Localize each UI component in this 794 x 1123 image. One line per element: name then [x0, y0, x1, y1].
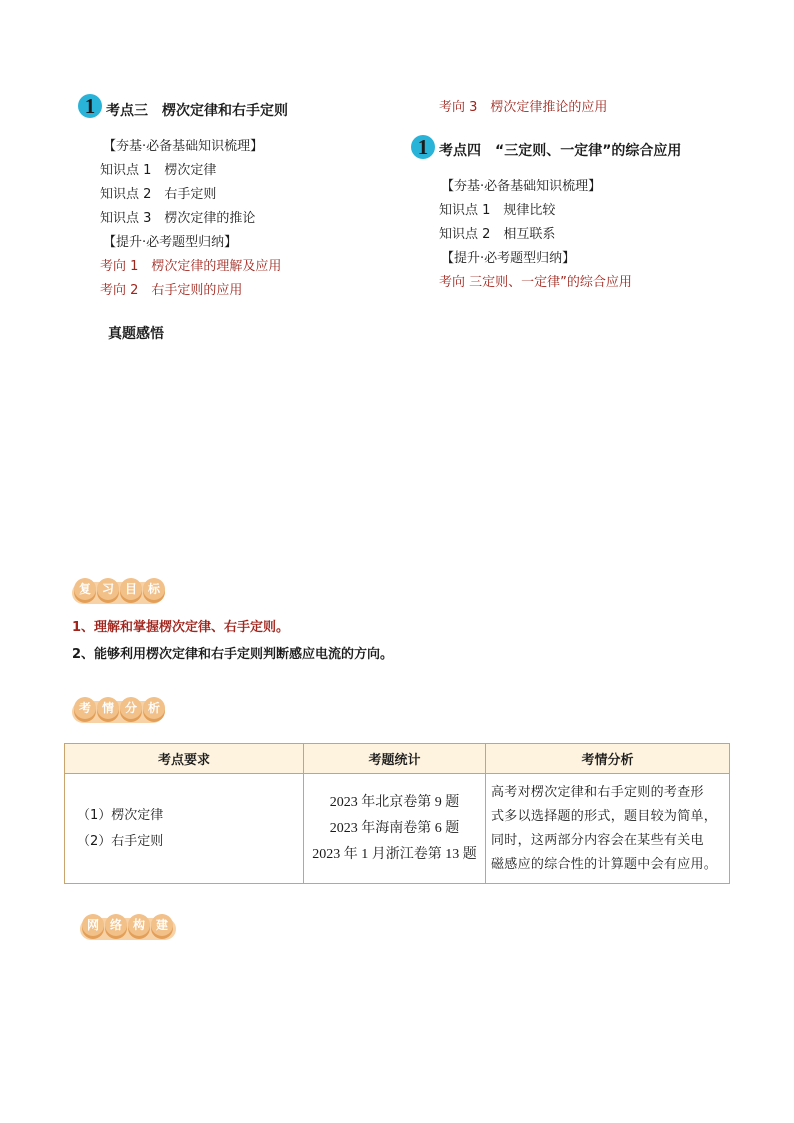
review-goals-banner — [74, 578, 165, 600]
analysis-line: 磁感应的综合性的计算题中会有应用。 — [491, 856, 718, 872]
table-row — [65, 774, 730, 884]
header-requirements: 考点要求 — [65, 744, 304, 774]
knowledge-point-3[interactable]: 知识点 3 楞次定律的推论 — [100, 211, 256, 226]
knowledge-point-relation[interactable]: 知识点 2 相互联系 — [439, 227, 556, 242]
banner-char: 考 — [74, 697, 96, 719]
statistic-item: 2023 年北京卷第 9 题 — [329, 794, 460, 810]
real-exam-heading: 真题感悟 — [108, 326, 164, 342]
header-statistics: 考题统计 — [304, 744, 486, 774]
statistics-cell — [304, 774, 486, 884]
analysis-cell — [486, 774, 730, 884]
header-analysis: 考情分析 — [486, 744, 730, 774]
banner-char: 目 — [120, 578, 142, 600]
number-one-badge-2: 1 — [411, 135, 435, 159]
direction-comprehensive-link[interactable]: 考向 三定则、一定律”的综合应用 — [439, 275, 632, 290]
requirement-item: （1）楞次定律 — [77, 807, 164, 823]
knowledge-point-rule-compare[interactable]: 知识点 1 规律比较 — [439, 203, 556, 218]
foundation-section-label-2: 【夯基·必备基础知识梳理】 — [441, 179, 602, 194]
statistic-item: 2023 年 1 月浙江卷第 13 题 — [312, 846, 477, 862]
analysis-line: 同时，这两部分内容会在某些有关电 — [491, 832, 704, 848]
banner-char: 构 — [128, 914, 150, 936]
banner-char: 建 — [151, 914, 173, 936]
direction-3-link[interactable]: 考向 3 楞次定律推论的应用 — [439, 100, 608, 115]
review-goal-2: 2、能够利用楞次定律和右手定则判断感应电流的方向。 — [72, 647, 394, 662]
topic-three-title: 考点三 楞次定律和右手定则 — [106, 103, 288, 119]
network-building-banner — [82, 914, 173, 936]
direction-1-link[interactable]: 考向 1 楞次定律的理解及应用 — [100, 259, 282, 274]
review-goal-1: 1、理解和掌握楞次定律、右手定则。 — [72, 620, 290, 635]
banner-char: 习 — [97, 578, 119, 600]
topic-four-title: 考点四 “三定则、一定律”的综合应用 — [439, 143, 682, 159]
analysis-line: 高考对楞次定律和右手定则的考查形 — [491, 784, 704, 800]
statistic-item: 2023 年海南卷第 6 题 — [329, 820, 460, 836]
banner-char: 复 — [74, 578, 96, 600]
requirement-item: （2）右手定则 — [77, 833, 164, 849]
table-header-row — [65, 744, 730, 774]
banner-char: 网 — [82, 914, 104, 936]
exam-analysis-banner — [74, 697, 165, 719]
improvement-section-label-2: 【提升·必考题型归纳】 — [441, 251, 576, 266]
requirements-cell — [65, 774, 304, 884]
analysis-line: 式多以选择题的形式，题目较为简单， — [491, 808, 718, 824]
banner-char: 分 — [120, 697, 142, 719]
banner-char: 情 — [97, 697, 119, 719]
improvement-section-label: 【提升·必考题型归纳】 — [103, 235, 238, 250]
number-one-badge: 1 — [78, 94, 102, 118]
banner-char: 络 — [105, 914, 127, 936]
knowledge-point-2[interactable]: 知识点 2 右手定则 — [100, 187, 217, 202]
knowledge-point-1[interactable]: 知识点 1 楞次定律 — [100, 163, 217, 178]
banner-char: 标 — [143, 578, 165, 600]
foundation-section-label: 【夯基·必备基础知识梳理】 — [103, 139, 264, 154]
banner-char: 析 — [143, 697, 165, 719]
direction-2-link[interactable]: 考向 2 右手定则的应用 — [100, 283, 243, 298]
exam-analysis-table — [64, 743, 730, 884]
